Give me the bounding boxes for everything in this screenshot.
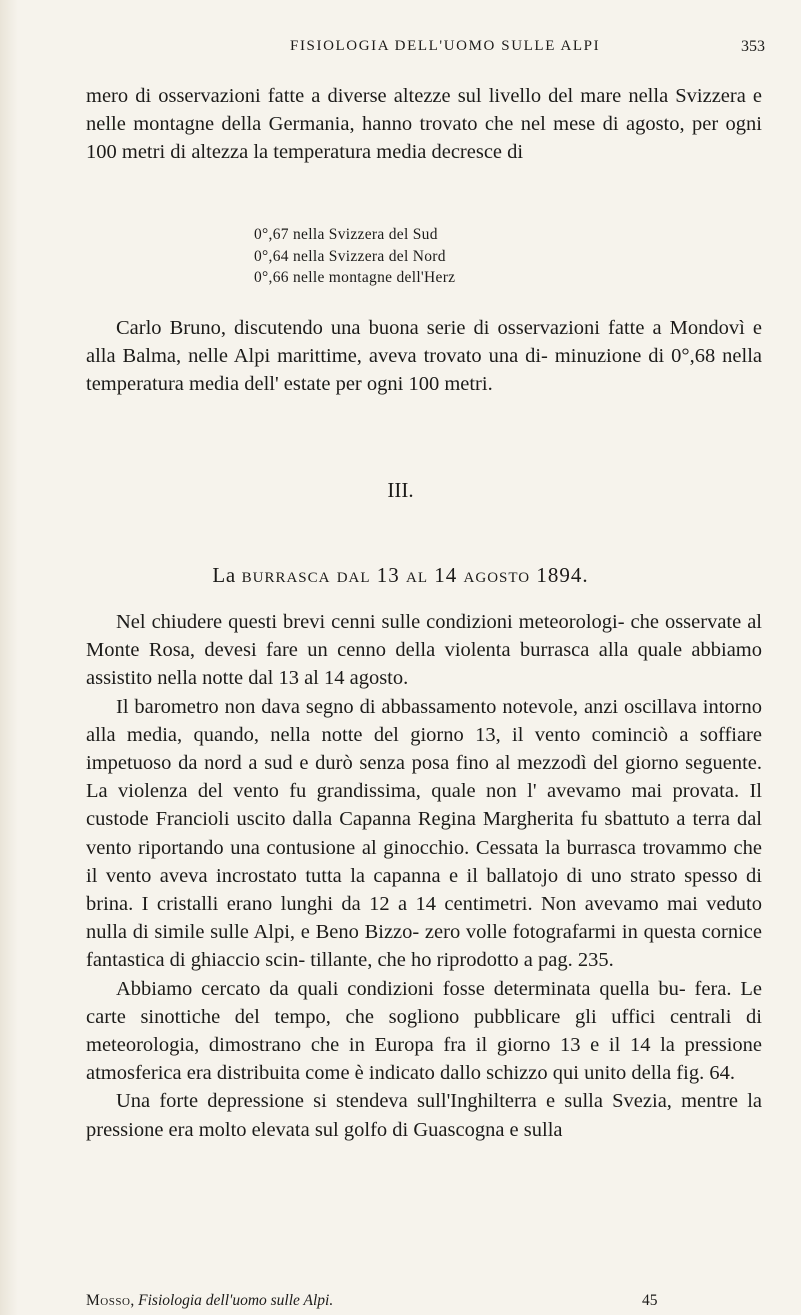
paragraph-continued: mero di osservazioni fatte a diverse altezze sul livello del mare nella Svizzera e nelle montagne della Germania, hanno trovato che nel mese di agosto, per ogni 100 metri di altezza la temperatura media decresce di xyxy=(86,85,762,164)
footer-book-title: Fisiologia dell'uomo sulle Alpi. xyxy=(138,1292,334,1309)
section-number: III. xyxy=(387,478,414,502)
section-body xyxy=(86,608,762,1144)
temperature-gradient-list xyxy=(254,224,455,289)
body-paragraph: Abbiamo cercato da quali condizioni fosse determinata quella bu- fera. Le carte sinottiche del tempo, che sogliono pubblicare gli uffici centrali di meteorologia, dimostrano che in Europa fra il giorno 13 e il 14 la pressione atmosferica era distribuita come è indicato dallo schizzo qui unito della fig. 64. xyxy=(86,977,762,1085)
list-item: 0°,67 nella Svizzera del Sud xyxy=(254,226,438,243)
running-title: FISIOLOGIA DELL'UOMO SULLE ALPI xyxy=(290,38,601,54)
list-item: 0°,64 nella Svizzera del Nord xyxy=(254,247,446,265)
list-item: 0°,66 nelle montagne dell'Herz xyxy=(254,269,456,286)
body-paragraph: Il barometro non dava segno di abbassamento notevole, anzi oscillava intorno alla media, quando, nella notte del giorno 13, il vento cominciò a soffiare impetuoso da nord a sud e durò senza posa fino al mezzodì del giorno seguente. La violenza del vento fu grandissima, quale non l' avevamo mai provata. Il custode Francioli uscito dalla Capanna Regina Margherita fu sbattuto a terra dal vento riportando una contusione al ginocchio. Cessata la burrasca trovammo che il vento aveva incrostato tutta la capanna e il ballatojo di uno strato spesso di brina. I cristalli erano lunghi da 12 a 14 centimetri. Non avevamo mai veduto nulla di simile sulle Alpi, e Beno Bizzo- zero volle fotografarmi in questa cornice fantastica di ghiaccio scin- tillante, che ho riprodotto a pag. 235. xyxy=(86,695,762,972)
running-head xyxy=(0,38,801,62)
section-title-rest: burrasca dal 13 al 14 agosto 1894. xyxy=(241,563,589,587)
body-paragraph: Una forte depressione si stendeva sull'Inghilterra e sulla Svezia, mentre la pressione era molto elevata sul golfo di Guascogna e sulla xyxy=(86,1090,762,1141)
paragraph-bruno: Carlo Bruno, discutendo una buona serie di osservazioni fatte a Mondovì e alla Balma, nelle Alpi marittime, aveva trovato una di- minuzione di 0°,68 nella temperatura media dell' estate per ogni 100 metri. xyxy=(86,317,762,396)
section-title-lead: La xyxy=(212,563,236,587)
signature-footer: Mosso, Fisiologia dell'uomo sulle Alpi. 45 xyxy=(86,1292,658,1309)
section-title xyxy=(0,563,801,588)
footer-signature-mark: 45 xyxy=(642,1292,658,1309)
footer-author: Mosso xyxy=(86,1292,131,1309)
page-number: 353 xyxy=(741,38,765,55)
body-paragraph: Nel chiudere questi brevi cenni sulle condizioni meteorologi- che osservate al Monte Rosa, devesi fare un cenno della violenta burrasca alla quale abbiamo assistito nella notte dal 13 al 14 agosto. xyxy=(86,611,762,690)
page-gutter-shadow xyxy=(0,0,18,1315)
